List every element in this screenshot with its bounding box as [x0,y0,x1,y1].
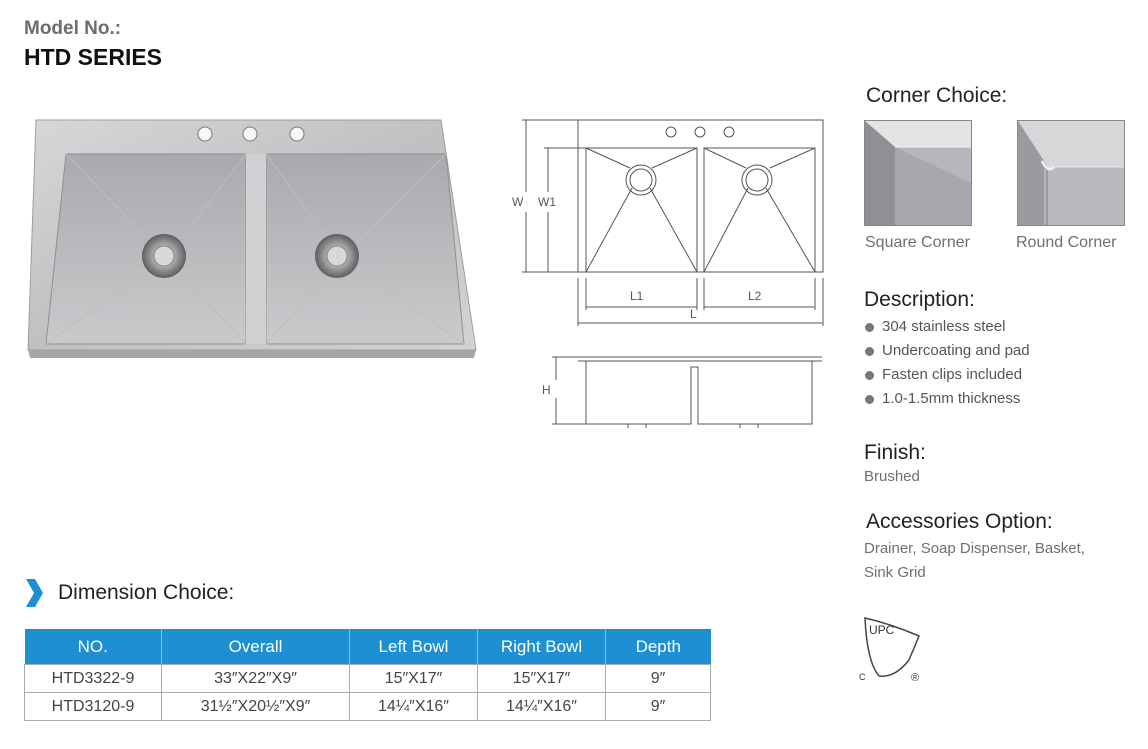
label-l2: L2 [748,289,762,303]
cell-overall: 31½″X20½″X9″ [162,693,350,721]
bullet-icon [865,323,874,332]
upc-registered-text: ® [911,672,920,684]
cell-depth: 9″ [606,665,711,693]
label-w1: W1 [538,195,556,209]
cell-overall: 33″X22″X9″ [162,665,350,693]
cell-model: HTD3322-9 [25,665,162,693]
dimension-table [24,629,711,721]
bullet-icon [865,395,874,404]
table-row [25,693,711,721]
finish-value: Brushed [864,468,920,485]
label-l1: L1 [630,289,644,303]
round-corner-label: Round Corner [1016,234,1117,251]
sink-photo [26,118,478,362]
corner-choice-title: Corner Choice: [866,84,1008,107]
side-view-drawing [536,350,828,430]
bullet-icon [865,347,874,356]
list-item: 1.0-1.5mm thickness [865,387,1030,411]
label-h: H [542,383,551,397]
description-title: Description: [864,288,975,311]
dimension-choice-title: Dimension Choice: [58,581,235,604]
bullet-icon [865,371,874,380]
accessories-line-1: Drainer, Soap Dispenser, Basket, [864,540,1085,557]
model-label: Model No.: [24,18,122,39]
cell-left-bowl: 15″X17″ [350,665,478,693]
table-row [25,665,711,693]
cell-right-bowl: 14¼″X16″ [478,693,606,721]
cell-left-bowl: 14¼″X16″ [350,693,478,721]
accessories-title: Accessories Option: [866,510,1053,533]
square-corner-label: Square Corner [865,234,970,251]
upc-certification-logo [855,612,930,687]
upc-c-text: C [859,672,866,682]
series-title: HTD SERIES [24,44,163,70]
table-header-row [25,629,711,665]
column-header-depth: Depth [606,629,711,665]
column-header-no: NO. [25,629,162,665]
list-item: Undercoating and pad [865,339,1030,363]
cell-depth: 9″ [606,693,711,721]
accessories-line-2: Sink Grid [864,564,926,581]
finish-title: Finish: [864,441,926,464]
description-list [865,315,1030,411]
cell-right-bowl: 15″X17″ [478,665,606,693]
cell-model: HTD3120-9 [25,693,162,721]
label-l: L [690,307,697,321]
dimension-choice-heading [24,578,234,608]
list-item: Fasten clips included [865,363,1030,387]
upc-mark-text: UPC [869,623,895,637]
column-header-right-bowl: Right Bowl [478,629,606,665]
round-corner-image [1017,120,1125,226]
column-header-left-bowl: Left Bowl [350,629,478,665]
chevron-right-icon [24,578,44,608]
square-corner-image [864,120,972,226]
top-view-drawing [508,112,828,332]
column-header-overall: Overall [162,629,350,665]
label-w: W [512,195,524,209]
list-item: 304 stainless steel [865,315,1030,339]
